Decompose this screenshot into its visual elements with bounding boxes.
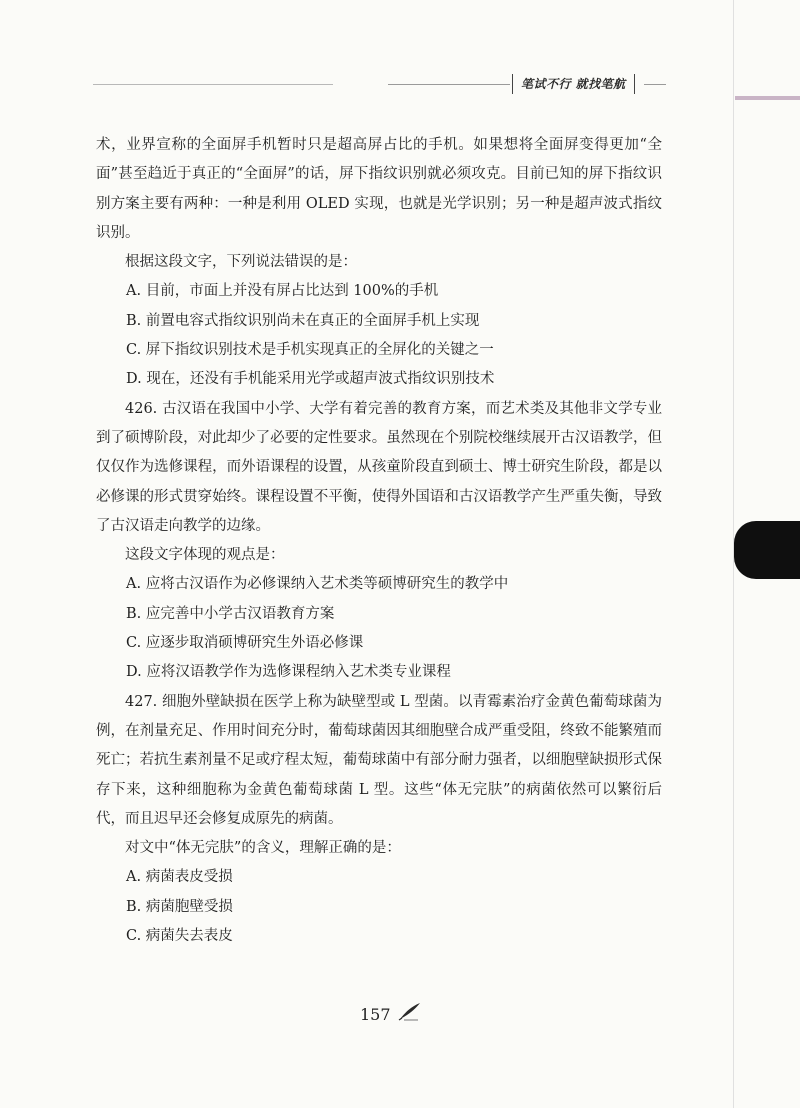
answer-option: D. 现在，还没有手机能采用光学或超声波式指纹识别技术 — [126, 371, 495, 388]
header-slogan: 笔试不行 就找笔航 — [512, 74, 635, 94]
header-rule-left — [93, 84, 333, 85]
question-426: 426. 古汉语在我国中小学、大学有着完善的教育方案，而艺术类及其他非文学专业到了硕博阶段，对此却少了必要的定性要求。虽然现在个别院校继续展开古汉语教学，但仅仅作为选修课程，而外语课程的设置，从孩童阶段直到硕士、博士研究生阶段，都是以必修课的形式贯穿始终。课程设置不平衡，使得外国语和古汉语教学产生严重失衡，导致了古汉语走向教学的边缘。 — [96, 400, 662, 534]
answer-option: B. 前置电容式指纹识别尚未在真正的全面屏手机上实现 — [126, 312, 480, 329]
answer-option: A. 目前，市面上并没有屏占比达到 100%的手机 — [126, 283, 439, 300]
paragraph-continued: 术，业界宣称的全面屏手机暂时只是超高屏占比的手机。如果想将全面屏变得更加“全面”甚至趋近于真正的“全面屏”的话，屏下指纹识别就必须攻克。目前已知的屏下指纹识别方案主要有两种：一种是利用 OLED 实现，也就是光学识别；另一种是超声波式指纹识别。 — [96, 137, 662, 241]
question-427: 427. 细胞外壁缺损在医学上称为缺壁型或 L 型菌。以青霉素治疗金黄色葡萄球菌为例，在剂量充足、作用时间充分时，葡萄球菌因其细胞壁合成严重受阻，终致不能繁殖而死亡；若抗生素剂量不足或疗程太短，葡萄球菌中有部分耐力强者，以细胞壁缺损形式保存下来，这种细胞称为金黄色葡萄球菌 L 型。这些“体无完肤”的病菌依然可以繁衍后代，而且迟早还会修复成原先的病菌。 — [96, 693, 662, 827]
answer-option: A. 病菌表皮受损 — [126, 869, 233, 886]
answer-option: D. 应将汉语教学作为选修课程纳入艺术类专业课程 — [126, 664, 451, 681]
quill-pen-icon — [398, 1001, 422, 1030]
answer-option: C. 应逐步取消硕博研究生外语必修课 — [126, 635, 364, 652]
edge-thumb-tab — [734, 521, 800, 579]
page-number: 157 — [360, 1005, 391, 1024]
question-prompt: 根据这段文字，下列说法错误的是： — [125, 254, 357, 271]
answer-option: C. 屏下指纹识别技术是手机实现真正的全屏化的关键之一 — [126, 342, 494, 359]
page-number-footer — [360, 1001, 422, 1029]
question-prompt: 这段文字体现的观点是： — [125, 547, 285, 564]
question-prompt: 对文中“体无完肤”的含义，理解正确的是： — [125, 840, 401, 857]
answer-option: B. 病菌胞壁受损 — [126, 898, 233, 915]
answer-option: B. 应完善中小学古汉语教育方案 — [126, 605, 335, 622]
answer-option: C. 病菌失去表皮 — [126, 928, 233, 945]
answer-option: A. 应将古汉语作为必修课纳入艺术类等硕博研究生的教学中 — [126, 576, 509, 593]
page-content — [96, 131, 662, 951]
header-rule-right — [388, 84, 510, 85]
edge-tab-marker — [735, 96, 800, 100]
header-rule-tail — [644, 84, 666, 85]
